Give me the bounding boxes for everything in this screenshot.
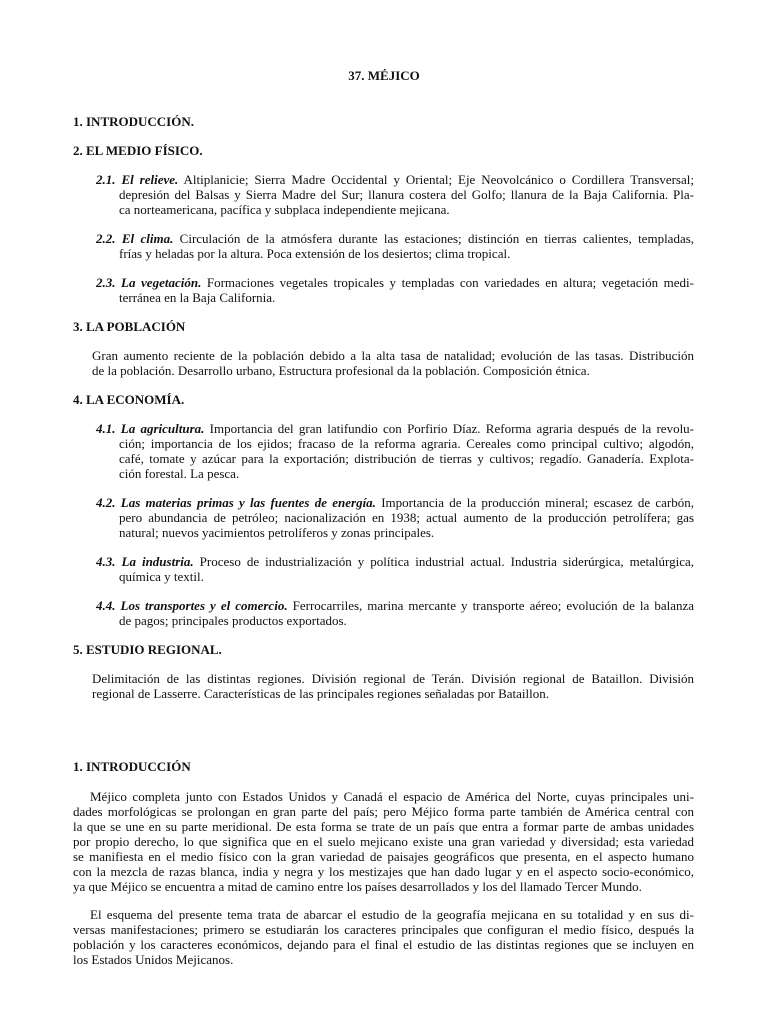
paragraph-line: dades morfológicas se prolongan en gran parte del país; pero Méjico forma parte también de América central con: [73, 804, 694, 819]
paragraph-line: ya que Méjico se encuentra a mitad de camino entre los países desarrollados y los del llamado Tercer Mundo.: [73, 879, 642, 894]
subsection-text: Importancia del gran latifundio con Porfirio Díaz. Reforma agraria después de la revolu-: [209, 421, 695, 436]
section-heading-estudio-regional: 5. ESTUDIO REGIONAL.: [73, 642, 222, 657]
subsection-label: Los transportes y el comercio.: [120, 598, 288, 613]
estudio-regional-paragraph: [92, 671, 694, 701]
subsection-text: pero abundancia de petróleo; nacionalización en 1938; actual aumento de la producción petrolífera; gas: [119, 510, 694, 525]
page-title: 37. MÉJICO: [348, 68, 420, 83]
intro-paragraph-1: [73, 789, 694, 894]
subsection-text: Altiplanicie; Sierra Madre Occidental y Oriental; Eje Neovolcánico o Cordillera Transversal;: [183, 172, 694, 187]
subsection-number: 2.1.: [96, 172, 116, 187]
paragraph-line: con la mezcla de razas blanca, india y negra y los mestizajes que han dado lugar y en el aspecto socio-económico,: [73, 864, 694, 879]
paragraph-line: regional de Lasserre. Características de las principales regiones señaladas por Bataillon.: [92, 686, 549, 701]
subsection-label: El relieve.: [121, 172, 179, 187]
subsection-vegetacion: [96, 275, 694, 305]
paragraph-line: Gran aumento reciente de la población debido a la alta tasa de natalidad; evolución de las tasas. Distribución: [92, 348, 694, 363]
subsection-clima: [96, 231, 694, 261]
subsection-text: terránea en la Baja California.: [119, 290, 276, 305]
subsection-text: Ferrocarriles, marina mercante y transporte aéreo; evolución de la balanza: [292, 598, 695, 613]
poblacion-paragraph: [92, 348, 694, 378]
subsection-label: La vegetación.: [121, 275, 202, 290]
paragraph-line: la que se une en su parte meridional. De esta forma se trate de un país que entra a formar parte de ambas unidades: [73, 819, 694, 834]
subsection-number: 4.1.: [96, 421, 116, 436]
subsection-text: frías y heladas por la altura. Poca extensión de los desiertos; clima tropical.: [119, 246, 511, 261]
subsection-label: El clima.: [121, 231, 174, 246]
subsection-industria: [96, 554, 694, 584]
subsection-text: ción forestal. La pesca.: [119, 466, 240, 481]
paragraph-line: El esquema del presente tema trata de abarcar el estudio de la geografía mejicana en su totalidad y en sus di-: [90, 907, 694, 922]
subsection-text: Circulación de la atmósfera durante las estaciones; distinción en tierras calientes, templadas,: [179, 231, 695, 246]
section-heading-introduccion: 1. INTRODUCCIÓN.: [73, 114, 194, 129]
subsection-number: 2.2.: [96, 231, 116, 246]
subsection-number: 2.3.: [96, 275, 116, 290]
subsection-label: Las materias primas y las fuentes de energía.: [120, 495, 376, 510]
subsection-number: 4.4.: [96, 598, 116, 613]
subsection-text: depresión del Balsas y Sierra Madre del Sur; llanura costera del Golfo; llanura de la Baja California. Pla-: [119, 187, 694, 202]
subsection-label: La agricultura.: [120, 421, 205, 436]
paragraph-line: población y los caracteres económicos, dejando para el final el estudio de las distintas regiones que se incluyen en: [73, 937, 694, 952]
section-heading-poblacion: 3. LA POBLACIÓN: [73, 319, 186, 334]
subsection-text: de pagos; principales productos exportados.: [119, 613, 347, 628]
subsection-materias-primas: [96, 495, 694, 540]
subsection-text: ción; importancia de los ejidos; fracaso de la reforma agraria. Cereales como principal cultivo; algodón,: [119, 436, 694, 451]
subsection-text: química y textil.: [119, 569, 204, 584]
subsection-text: Formaciones vegetales tropicales y templadas con variedades en altura; vegetación medi-: [206, 275, 694, 290]
subsection-number: 4.3.: [96, 554, 116, 569]
paragraph-line: Delimitación de las distintas regiones. División regional de Terán. División regional de Bataillon. División: [92, 671, 694, 686]
subsection-text: café, tomate y azúcar para la exportación; distribución de tierras y cultivos; regadío. Ganadería. Explota-: [119, 451, 694, 466]
subsection-text: Importancia de la producción mineral; escasez de carbón,: [381, 495, 695, 510]
subsection-text: Proceso de industrialización y política industrial actual. Industria siderúrgica, metalúrgica,: [199, 554, 695, 569]
subsection-relieve: [96, 172, 694, 217]
subsection-label: La industria.: [121, 554, 194, 569]
subsection-agricultura: [96, 421, 694, 481]
section-heading-medio-fisico: 2. EL MEDIO FÍSICO.: [73, 143, 203, 158]
paragraph-line: por propio derecho, lo que significa que en el suelo mejicano existe una gran variedad y diversidad; esta variedad: [73, 834, 694, 849]
paragraph-line: Méjico completa junto con Estados Unidos y Canadá el espacio de América del Norte, cuyas principales uni-: [90, 789, 694, 804]
section-heading-economia: 4. LA ECONOMÍA.: [73, 392, 185, 407]
paragraph-line: de la población. Desarrollo urbano, Estructura profesional da la población. Composición étnica.: [92, 363, 590, 378]
paragraph-line: se manifiesta en el medio físico con la gran variedad de paisajes geográficos que presenta, en el aspecto humano: [73, 849, 694, 864]
paragraph-line: versas manifestaciones; primero se estudiarán los caracteres principales que configuran el medio físico, después la: [73, 922, 694, 937]
paragraph-line: los Estados Unidos Mejicanos.: [73, 952, 234, 967]
subsection-text: natural; nuevos yacimientos petrolíferos y zonas principales.: [119, 525, 435, 540]
intro-paragraph-2: [73, 907, 694, 967]
subsection-number: 4.2.: [96, 495, 116, 510]
subsection-text: ca norteamericana, pacífica y subplaca independiente mejicana.: [119, 202, 450, 217]
intro-heading: 1. INTRODUCCIÓN: [73, 759, 191, 774]
subsection-transportes: [96, 598, 694, 628]
